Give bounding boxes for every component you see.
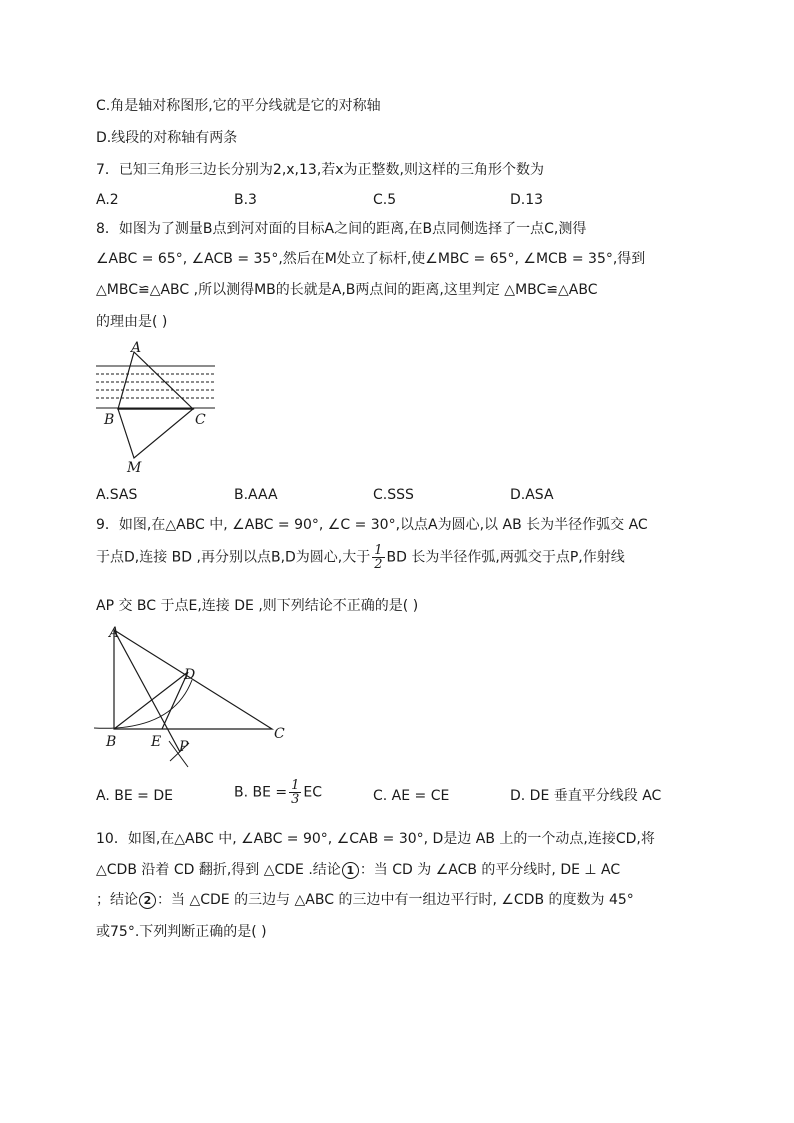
- fraction-den: 3: [291, 792, 300, 807]
- q7-option-c: C.5: [373, 192, 397, 208]
- label-a: A: [109, 625, 120, 641]
- q7-option-b: B.3: [234, 192, 257, 208]
- q8-option-d: D.ASA: [510, 487, 554, 503]
- fraction-num: 1: [291, 778, 300, 793]
- fraction-one-third: [289, 779, 301, 806]
- q9-option-b-prefix: B. BE =: [234, 784, 288, 801]
- question-8-line-1: 8．如图为了测量B点到河对面的目标A之间的距离,在B点同侧选择了一点C,测得: [96, 221, 587, 237]
- q7-option-a: A.2: [96, 192, 119, 208]
- label-c: C: [195, 412, 206, 428]
- label-p: P: [179, 739, 189, 755]
- circled-number-2: 2: [139, 892, 156, 909]
- figure-q9: [92, 622, 292, 774]
- label-d: D: [184, 667, 196, 683]
- q8-option-c: C.SSS: [373, 487, 414, 503]
- q9-option-a: A. BE = DE: [96, 788, 173, 804]
- ray-ap: [114, 630, 180, 752]
- question-8-line-2: ∠ABC = 65°, ∠ACB = 35°,然后在M处立了标杆,使∠MBC = 65°, ∠MCB = 35°,得到: [96, 251, 646, 267]
- q10-line-3-end: ：当 △CDE 的三边与 △ABC 的三边中有一组边平行时, ∠CDB 的度数为 45°: [157, 892, 634, 908]
- question-10-line-1: 10．如图,在△ABC 中, ∠ABC = 90°, ∠CAB = 30°, D是边 AB 上的一个动点,连接CD,将: [96, 831, 655, 847]
- option-d-text: D.线段的对称轴有两条: [96, 130, 238, 146]
- question-9-line-3: AP 交 BC 于点E,连接 DE ,则下列结论不正确的是( ): [96, 598, 419, 614]
- question-8-line-4: 的理由是( ): [96, 314, 168, 330]
- river-dashes: [96, 374, 215, 398]
- question-9-line-2: [96, 544, 625, 571]
- question-10-line-2: [96, 860, 620, 880]
- label-a: A: [131, 340, 142, 356]
- arc-from-a: [94, 680, 192, 728]
- label-b: B: [106, 734, 117, 750]
- question-7: 7．已知三角形三边长分别为2,x,13,若x为正整数,则这样的三角形个数为: [96, 162, 544, 178]
- q8-option-a: A.SAS: [96, 487, 138, 503]
- triangle-mbc: [118, 409, 193, 458]
- fraction-den: 2: [374, 557, 383, 572]
- option-c-text: C.角是轴对称图形,它的平分线就是它的对称轴: [96, 98, 381, 114]
- question-10-line-3: [96, 890, 634, 910]
- triangle-abc: [118, 352, 193, 409]
- circled-number-1: 1: [342, 862, 359, 879]
- q9-line-2-end: BD 长为半径作弧,两弧交于点P,作射线: [386, 549, 625, 566]
- q7-option-d: D.13: [510, 192, 544, 208]
- q10-line-2-end: ：当 CD 为 ∠ACB 的平分线时, DE ⊥ AC: [359, 862, 621, 878]
- q10-line-3-start: ；结论: [96, 892, 138, 908]
- q9-option-c: C. AE = CE: [373, 788, 450, 804]
- q9-option-b: [234, 779, 322, 806]
- q10-line-2-start: △CDB 沿着 CD 翻折,得到 △CDE .结论: [96, 862, 341, 878]
- figure-q8: [94, 338, 220, 478]
- label-e: E: [151, 734, 162, 750]
- q9-line-2-start: 于点D,连接 BD ,再分别以点B,D为圆心,大于: [96, 549, 371, 566]
- label-c: C: [274, 726, 285, 742]
- label-b: B: [104, 412, 115, 428]
- label-m: M: [127, 460, 142, 476]
- q9-option-b-suffix: EC: [303, 784, 323, 801]
- fraction-one-half: [372, 544, 384, 571]
- q9-option-d: D. DE 垂直平分线段 AC: [510, 788, 662, 804]
- question-10-line-4: 或75°.下列判断正确的是( ): [96, 924, 267, 940]
- q8-option-b: B.AAA: [234, 487, 278, 503]
- question-8-line-3: △MBC≌△ABC ,所以测得MB的长就是A,B两点间的距离,这里判定 △MBC≌△ABC: [96, 282, 598, 298]
- question-9-line-1: 9．如图,在△ABC 中, ∠ABC = 90°, ∠C = 30°,以点A为圆心,以 AB 长为半径作弧交 AC: [96, 517, 648, 533]
- fraction-num: 1: [374, 543, 383, 558]
